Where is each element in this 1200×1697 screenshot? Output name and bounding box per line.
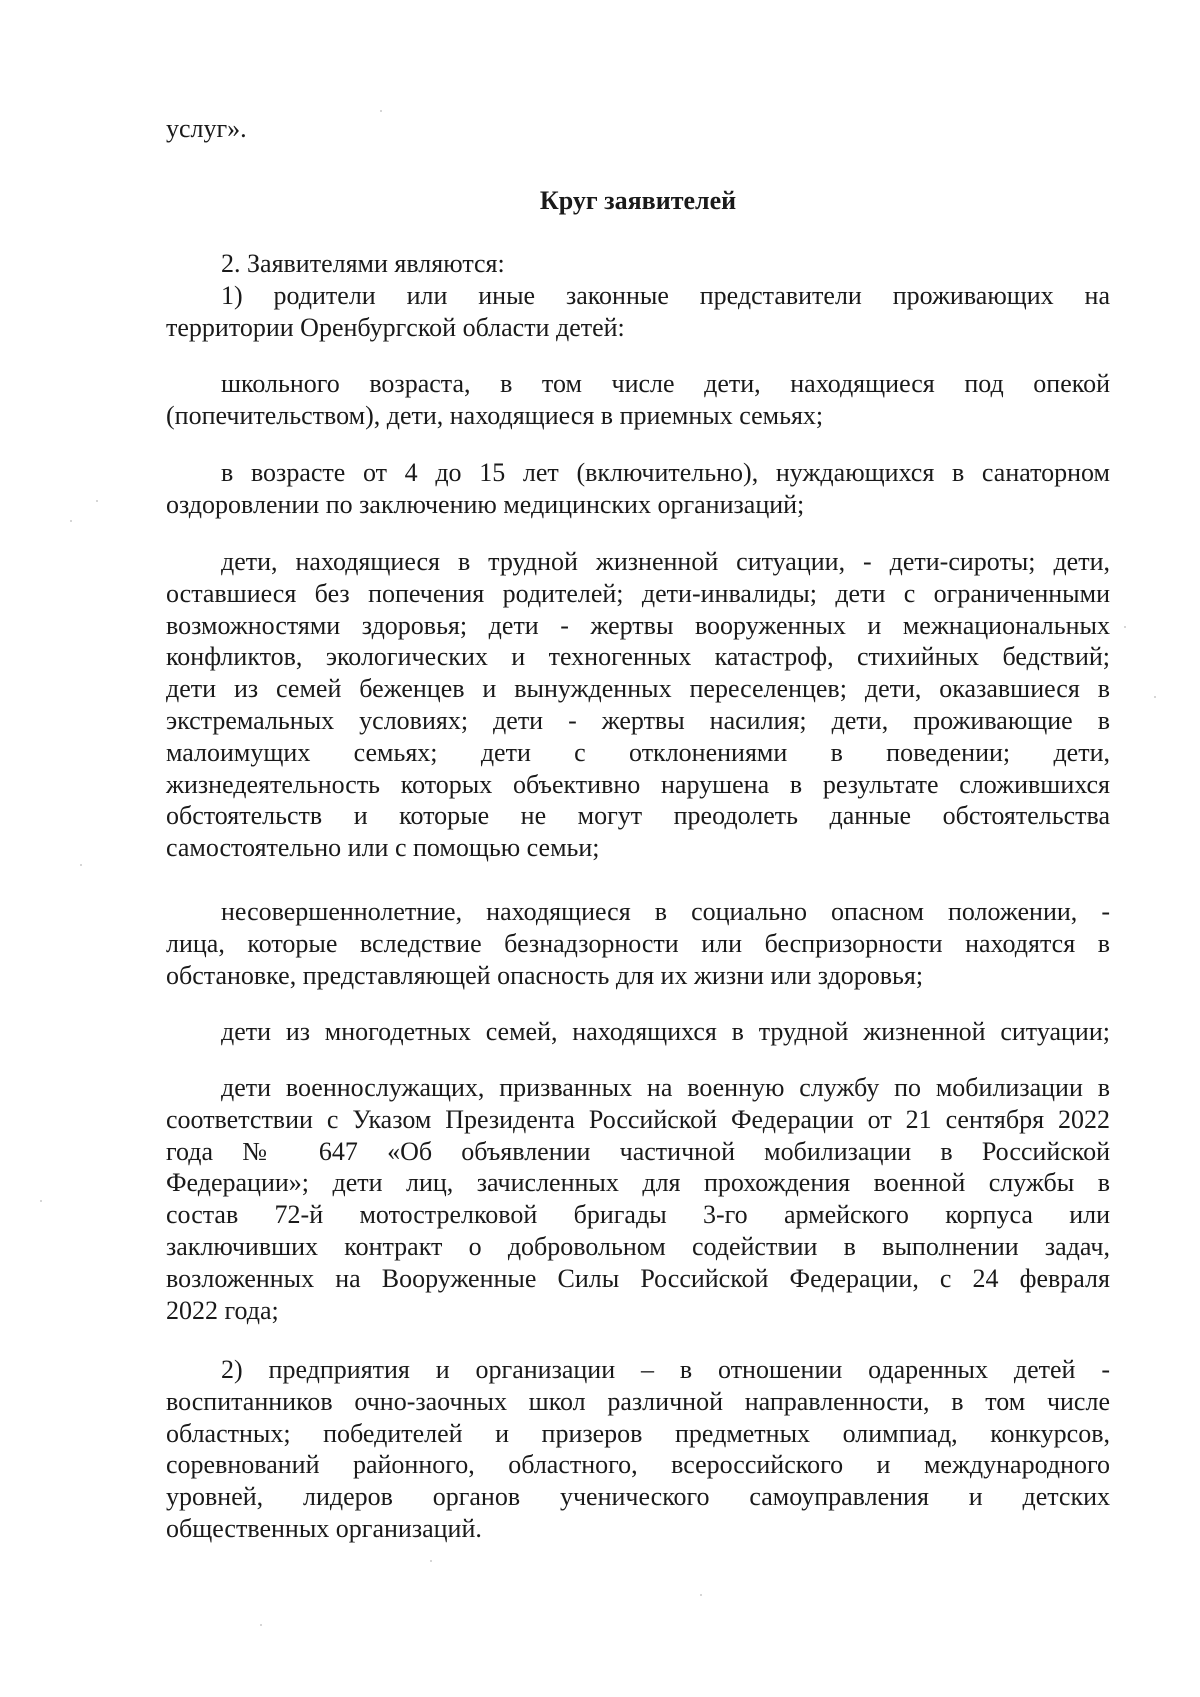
text-line: 2) предприятия и организации – в отношении одаренных детей -: [221, 1355, 1110, 1384]
paragraph-minors: [166, 896, 1110, 991]
text-line: территории Оренбургской области детей:: [166, 312, 625, 342]
text-line: в возрасте от 4 до 15 лет (включительно), нуждающихся в санаторном: [221, 458, 1110, 487]
text-line: обстоятельств и которые не могут преодолеть данные обстоятельства: [166, 801, 1110, 831]
scan-speck: [1124, 626, 1126, 628]
scan-speck: [96, 500, 98, 502]
text-line: заключивших контракт о добровольном содействии в выполнении задач,: [166, 1231, 1110, 1261]
scan-speck: [380, 110, 382, 112]
text-line: 2. Заявителями являются:: [221, 249, 505, 278]
text-line: общественных организаций.: [166, 1513, 482, 1543]
scan-speck: [80, 864, 82, 866]
text-line: оздоровлении по заключению медицинских организаций;: [166, 489, 805, 519]
paragraph-military: [166, 1072, 1110, 1326]
text-line: дети из семей беженцев и вынужденных переселенцев; дети, оказавшиеся в: [166, 674, 1110, 704]
text-line: оставшиеся без попечения родителей; дети-инвалиды; дети с ограниченными: [166, 578, 1110, 608]
text-line: года № 647 «Об объявлении частичной мобилизации в Российской: [166, 1136, 1110, 1166]
text-line: (попечительством), дети, находящиеся в приемных семьях;: [166, 400, 824, 430]
text-line: 2022 года;: [166, 1295, 279, 1325]
text-line: воспитанников очно-заочных школ различной направленности, в том числе: [166, 1386, 1110, 1416]
text-line: несовершеннолетние, находящиеся в социально опасном положении, -: [221, 897, 1110, 926]
scan-speck: [430, 1560, 432, 1562]
text-line: областных; победителей и призеров предметных олимпиад, конкурсов,: [166, 1418, 1110, 1448]
text-line: жизнедеятельность которых объективно нарушена в результате сложившихся: [166, 769, 1110, 799]
paragraph-large-families: [166, 1016, 1110, 1048]
text-line: возможностями здоровья; дети - жертвы вооруженных и межнациональных: [166, 610, 1110, 640]
text-line: Федерации»; дети лиц, зачисленных для прохождения военной службы в: [166, 1168, 1110, 1198]
scan-speck: [40, 1200, 42, 1202]
text-line: экстремальных условиях; дети - жертвы насилия; дети, проживающие в: [166, 705, 1110, 735]
scan-speck: [70, 520, 72, 522]
item-1-paragraph: [166, 280, 1110, 344]
item-intro: [166, 248, 1110, 280]
text-line: уровней, лидеров органов ученического самоуправления и детских: [166, 1482, 1110, 1512]
text-line: конфликтов, экологических и техногенных катастроф, стихийных бедствий;: [166, 642, 1110, 672]
scan-speck: [1154, 696, 1156, 698]
text-line: услуг».: [166, 114, 247, 143]
text-line: обстановке, представляющей опасность для их жизни или здоровья;: [166, 960, 924, 990]
continuation-text: [166, 113, 1110, 145]
text-line: дети, находящиеся в трудной жизненной ситуации, - дети-сироты; дети,: [221, 547, 1110, 576]
text-line: состав 72-й мотострелковой бригады 3-го армейского корпуса или: [166, 1200, 1110, 1230]
text-line: соревнований районного, областного, всероссийского и международного: [166, 1450, 1110, 1480]
text-line: лица, которые вследствие безнадзорности или беспризорности находятся в: [166, 928, 1110, 958]
text-line: малоимущих семьях; дети с отклонениями в поведении; дети,: [166, 737, 1110, 767]
paragraph-school-age: [166, 368, 1110, 432]
paragraph-difficult-situation: [166, 546, 1110, 864]
text-line: соответствии с Указом Президента Российской Федерации от 21 сентября 2022: [166, 1104, 1110, 1134]
item-2-paragraph: [166, 1354, 1110, 1545]
section-heading: Круг заявителей: [539, 186, 737, 215]
text-line: возложенных на Вооруженные Силы Российской Федерации, с 24 февраля: [166, 1263, 1110, 1293]
text-line: дети военнослужащих, призванных на военную службу по мобилизации в: [221, 1073, 1110, 1102]
text-line: самостоятельно или с помощью семьи;: [166, 833, 600, 863]
text-line: 1) родители или иные законные представители проживающих на: [221, 281, 1110, 310]
scan-speck: [700, 1594, 702, 1596]
text-line: дети из многодетных семей, находящихся в трудной жизненной ситуации;: [221, 1017, 1110, 1046]
paragraph-age-range: [166, 457, 1110, 521]
text-line: школьного возраста, в том числе дети, находящиеся под опекой: [221, 369, 1110, 398]
scan-speck: [260, 1624, 262, 1626]
